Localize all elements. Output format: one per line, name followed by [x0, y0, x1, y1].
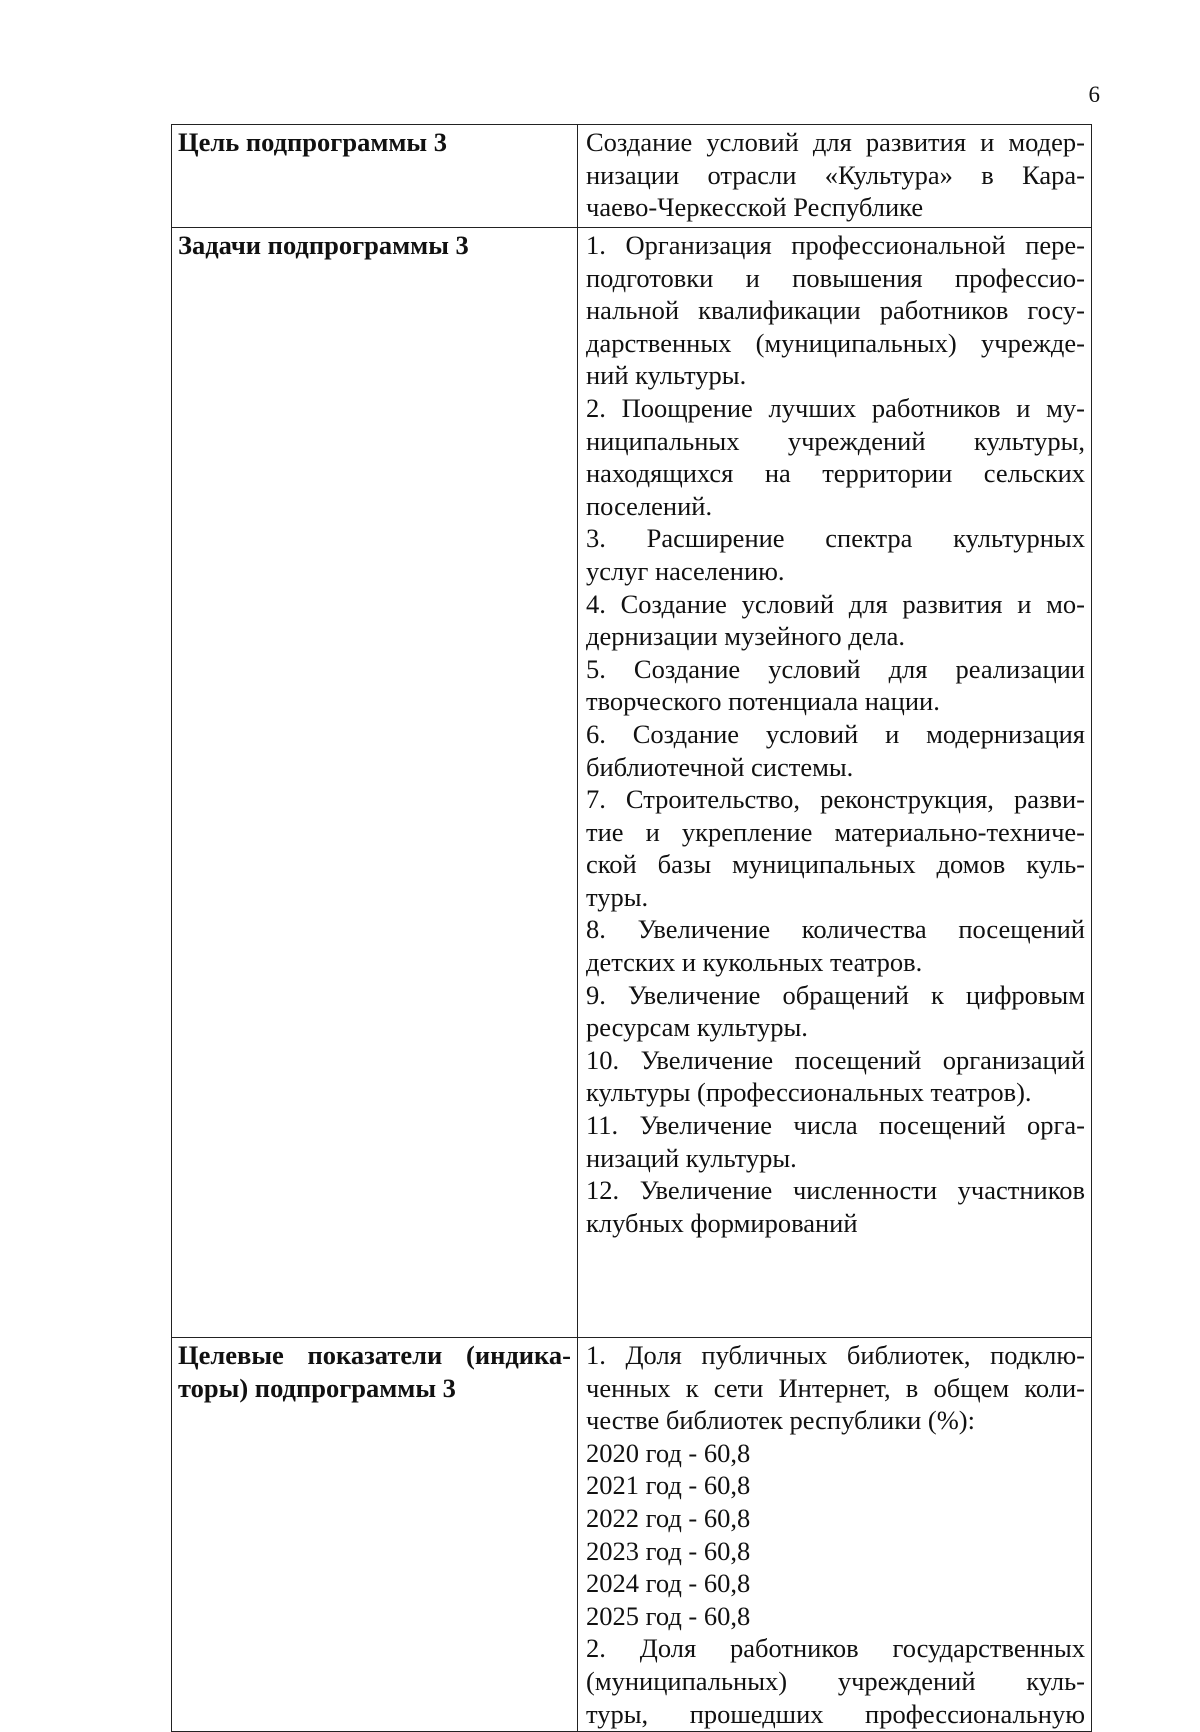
text-line: ниципальных учреждений культуры, — [586, 425, 1085, 456]
text-line: нальной квалификации работников госу- — [586, 295, 1085, 326]
text-line: 9. Увеличение обращений к цифровым — [586, 979, 1085, 1010]
text-line: 1. Доля публичных библиотек, подклю- — [586, 1340, 1085, 1370]
text-line: Создание условий для развития и модер- — [586, 127, 1085, 157]
tasks-value-cell — [578, 228, 1092, 1338]
tasks-label-cell — [172, 228, 578, 1338]
text-line: 10. Увеличение посещений организаций — [586, 1044, 1085, 1075]
subprogram-passport-table — [171, 124, 1092, 1732]
text-line: 2024 год - 60,8 — [586, 1568, 751, 1599]
text-line: дарственных (муниципальных) учрежде- — [586, 327, 1085, 358]
text-line: чаево-Черкесской Республике — [586, 192, 924, 223]
goal-value-cell — [578, 125, 1092, 228]
text-line: низации отрасли «Культура» в Кара- — [586, 159, 1085, 190]
indicators-label-line-1: Целевые показатели (индика- — [178, 1340, 571, 1370]
text-line: низаций культуры. — [586, 1142, 797, 1173]
text-line: находящихся на территории сельских — [586, 458, 1085, 489]
text-line: ченных к сети Интернет, в общем коли- — [586, 1372, 1085, 1403]
text-line: 2. Доля работников государственных — [586, 1633, 1085, 1664]
text-line: 7. Строительство, реконструкция, разви- — [586, 784, 1085, 815]
text-line: тие и укрепление материально-техниче- — [586, 816, 1085, 847]
text-line: поселений. — [586, 490, 713, 521]
text-line: 5. Создание условий для реализации — [586, 653, 1085, 684]
text-line: 8. Увеличение количества посещений — [586, 914, 1085, 945]
text-line: 3. Расширение спектра культурных — [586, 523, 1085, 554]
indicators-label-line-2: торы) подпрограммы 3 — [178, 1372, 456, 1403]
table-row-tasks — [172, 228, 1092, 1338]
text-line: 2022 год - 60,8 — [586, 1502, 751, 1533]
text-line: библиотечной системы. — [586, 751, 854, 782]
goal-label: Цель подпрограммы 3 — [178, 127, 447, 157]
text-line: детских и кукольных театров. — [586, 947, 923, 978]
text-line: 6. Создание условий и модернизация — [586, 718, 1085, 749]
text-line: дернизации музейного дела. — [586, 621, 906, 652]
text-line: 2023 год - 60,8 — [586, 1535, 751, 1566]
text-line: 12. Увеличение численности участников — [586, 1175, 1085, 1206]
text-line: творческого потенциала нации. — [586, 686, 940, 717]
text-line: клубных формирований — [586, 1207, 858, 1238]
indicators-label-cell — [172, 1338, 578, 1732]
text-line: культуры (профессиональных театров). — [586, 1077, 1032, 1108]
text-line: 2020 год - 60,8 — [586, 1437, 751, 1468]
text-line: туры, прошедших профессиональную — [586, 1698, 1085, 1729]
text-line: 11. Увеличение числа посещений орга- — [586, 1110, 1085, 1141]
text-line: 4. Создание условий для развития и мо- — [586, 588, 1085, 619]
text-line: 2025 год - 60,8 — [586, 1600, 751, 1631]
goal-label-cell — [172, 125, 578, 228]
text-line: 2. Поощрение лучших работников и му- — [586, 392, 1085, 423]
text-line: ской базы муниципальных домов куль- — [586, 849, 1085, 880]
text-line: (муниципальных) учреждений куль- — [586, 1665, 1085, 1696]
text-line: туры. — [586, 881, 649, 912]
text-line: 2021 год - 60,8 — [586, 1470, 751, 1501]
text-line: 1. Организация профессиональной пере- — [586, 230, 1085, 260]
text-line: услуг населению. — [586, 555, 785, 586]
tasks-label: Задачи подпрограммы 3 — [178, 230, 469, 260]
text-line: ний культуры. — [586, 360, 747, 391]
text-line: подготовки и повышения профессио- — [586, 262, 1085, 293]
table-row-goal — [172, 125, 1092, 228]
indicators-value-cell — [578, 1338, 1092, 1732]
text-line: ресурсам культуры. — [586, 1012, 808, 1043]
page-number: 6 — [1088, 82, 1100, 107]
text-line: честве библиотек республики (%): — [586, 1405, 975, 1436]
table-row-indicators — [172, 1338, 1092, 1732]
